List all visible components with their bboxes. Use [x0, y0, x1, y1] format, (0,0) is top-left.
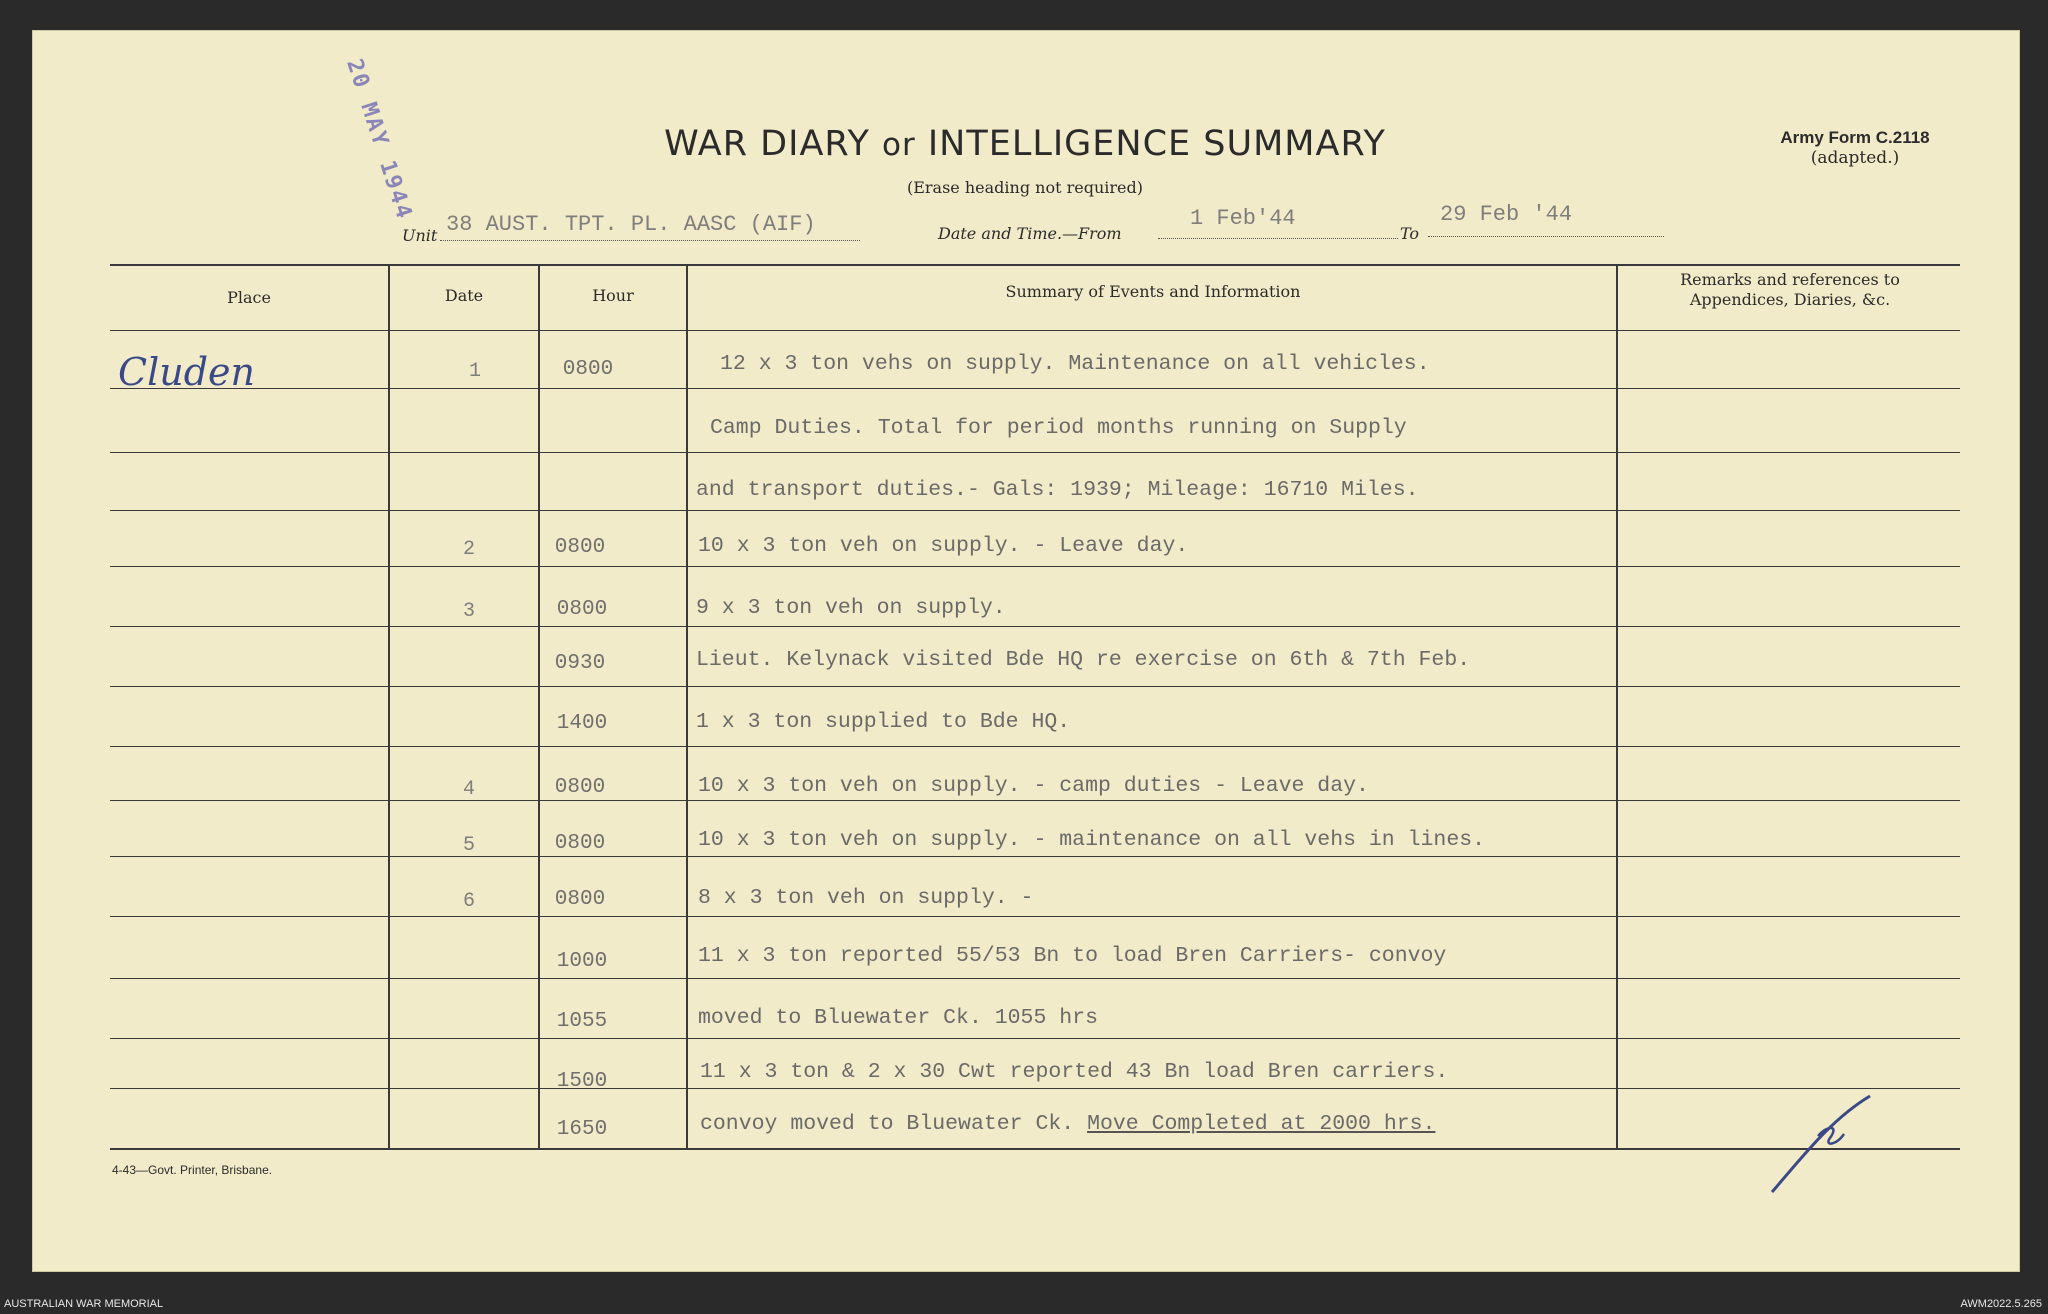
row-date: 6 [462, 890, 475, 913]
row-hour: 1650 [556, 1118, 608, 1141]
header-place: Place [227, 288, 271, 307]
row-hour: 0800 [554, 832, 606, 855]
printer-imprint: 4-43—Govt. Printer, Brisbane. [112, 1163, 273, 1177]
row-summary: 12 x 3 ton vehs on supply. Maintenance on all vehicles. [720, 352, 1430, 376]
row-date: 1 [468, 360, 481, 383]
row-summary: 10 x 3 ton veh on supply. - maintenance on all vehs in lines. [698, 828, 1486, 852]
header-remarks: Remarks and references to Appendices, Diaries, &c. [1680, 270, 1900, 309]
row-summary: moved to Bluewater Ck. 1055 hrs [698, 1006, 1098, 1030]
from-date: 1 Feb'44 [1190, 206, 1296, 231]
row-summary: Lieut. Kelynack visited Bde HQ re exercise on 6th & 7th Feb. [696, 648, 1471, 672]
column-divider-place [388, 264, 390, 1150]
header-date: Date [444, 286, 484, 305]
unit-underline [440, 240, 860, 241]
to-label: To [1400, 224, 1420, 243]
row-date: 2 [462, 538, 475, 561]
row-hour: 0930 [554, 652, 606, 675]
row-hour: 0800 [562, 358, 614, 381]
unit-value: 38 AUST. TPT. PL. AASC (AIF) [446, 212, 816, 237]
row-hour: 1055 [556, 1010, 608, 1033]
army-form-number: Army Form C.2118 (adapted.) [1780, 128, 1930, 168]
row-summary: 11 x 3 ton & 2 x 30 Cwt reported 43 Bn load Bren carriers. [700, 1060, 1449, 1084]
date-time-label: Date and Time.—From [938, 224, 1122, 243]
footer-source: AUSTRALIAN WAR MEMORIAL [4, 1298, 164, 1310]
row-summary: 11 x 3 ton reported 55/53 Bn to load Bren Carriers- convoy [698, 944, 1447, 968]
row-summary: Camp Duties. Total for period months running on Supply [710, 416, 1407, 440]
row-date: 4 [462, 778, 475, 801]
footer-reference: AWM2022.5.265 [1960, 1298, 2042, 1310]
to-underline [1428, 236, 1664, 237]
from-underline [1158, 238, 1398, 239]
row-summary: 10 x 3 ton veh on supply. - Leave day. [698, 534, 1189, 558]
column-divider-hour [686, 264, 688, 1150]
row-summary: 1 x 3 ton supplied to Bde HQ. [696, 710, 1071, 734]
form-subtitle: (Erase heading not required) [906, 178, 1143, 197]
unit-label: Unit [402, 226, 438, 245]
row-hour: 1000 [556, 950, 608, 973]
row-summary: and transport duties.- Gals: 1939; Mileage: 16710 Miles. [696, 478, 1419, 502]
place-handwritten: Cluden [118, 350, 255, 394]
header-summary: Summary of Events and Information [1005, 282, 1301, 301]
row-hour: 1400 [556, 712, 608, 735]
row-date: 5 [462, 834, 475, 857]
row-summary: 10 x 3 ton veh on supply. - camp duties - Leave day. [698, 774, 1369, 798]
row-hour: 0800 [554, 776, 606, 799]
header-hour: Hour [592, 286, 634, 305]
row-summary: 8 x 3 ton veh on supply. - [698, 886, 1034, 910]
row-summary: 9 x 3 ton veh on supply. [696, 596, 1006, 620]
column-divider-summary [1616, 264, 1618, 1150]
row-date: 3 [462, 600, 475, 623]
date-stamp: 20 MAY 1944 [341, 56, 417, 224]
row-hour: 1500 [556, 1070, 608, 1093]
row-hour: 0800 [556, 598, 608, 621]
row-hour: 0800 [554, 888, 606, 911]
to-date: 29 Feb '44 [1440, 202, 1573, 227]
check-mark-icon [1760, 1090, 1880, 1200]
row-hour: 0800 [554, 536, 606, 559]
row-summary: convoy moved to Bluewater Ck. Move Completed at 2000 hrs. [700, 1112, 1436, 1136]
form-title: WAR DIARY or INTELLIGENCE SUMMARY [664, 124, 1386, 164]
